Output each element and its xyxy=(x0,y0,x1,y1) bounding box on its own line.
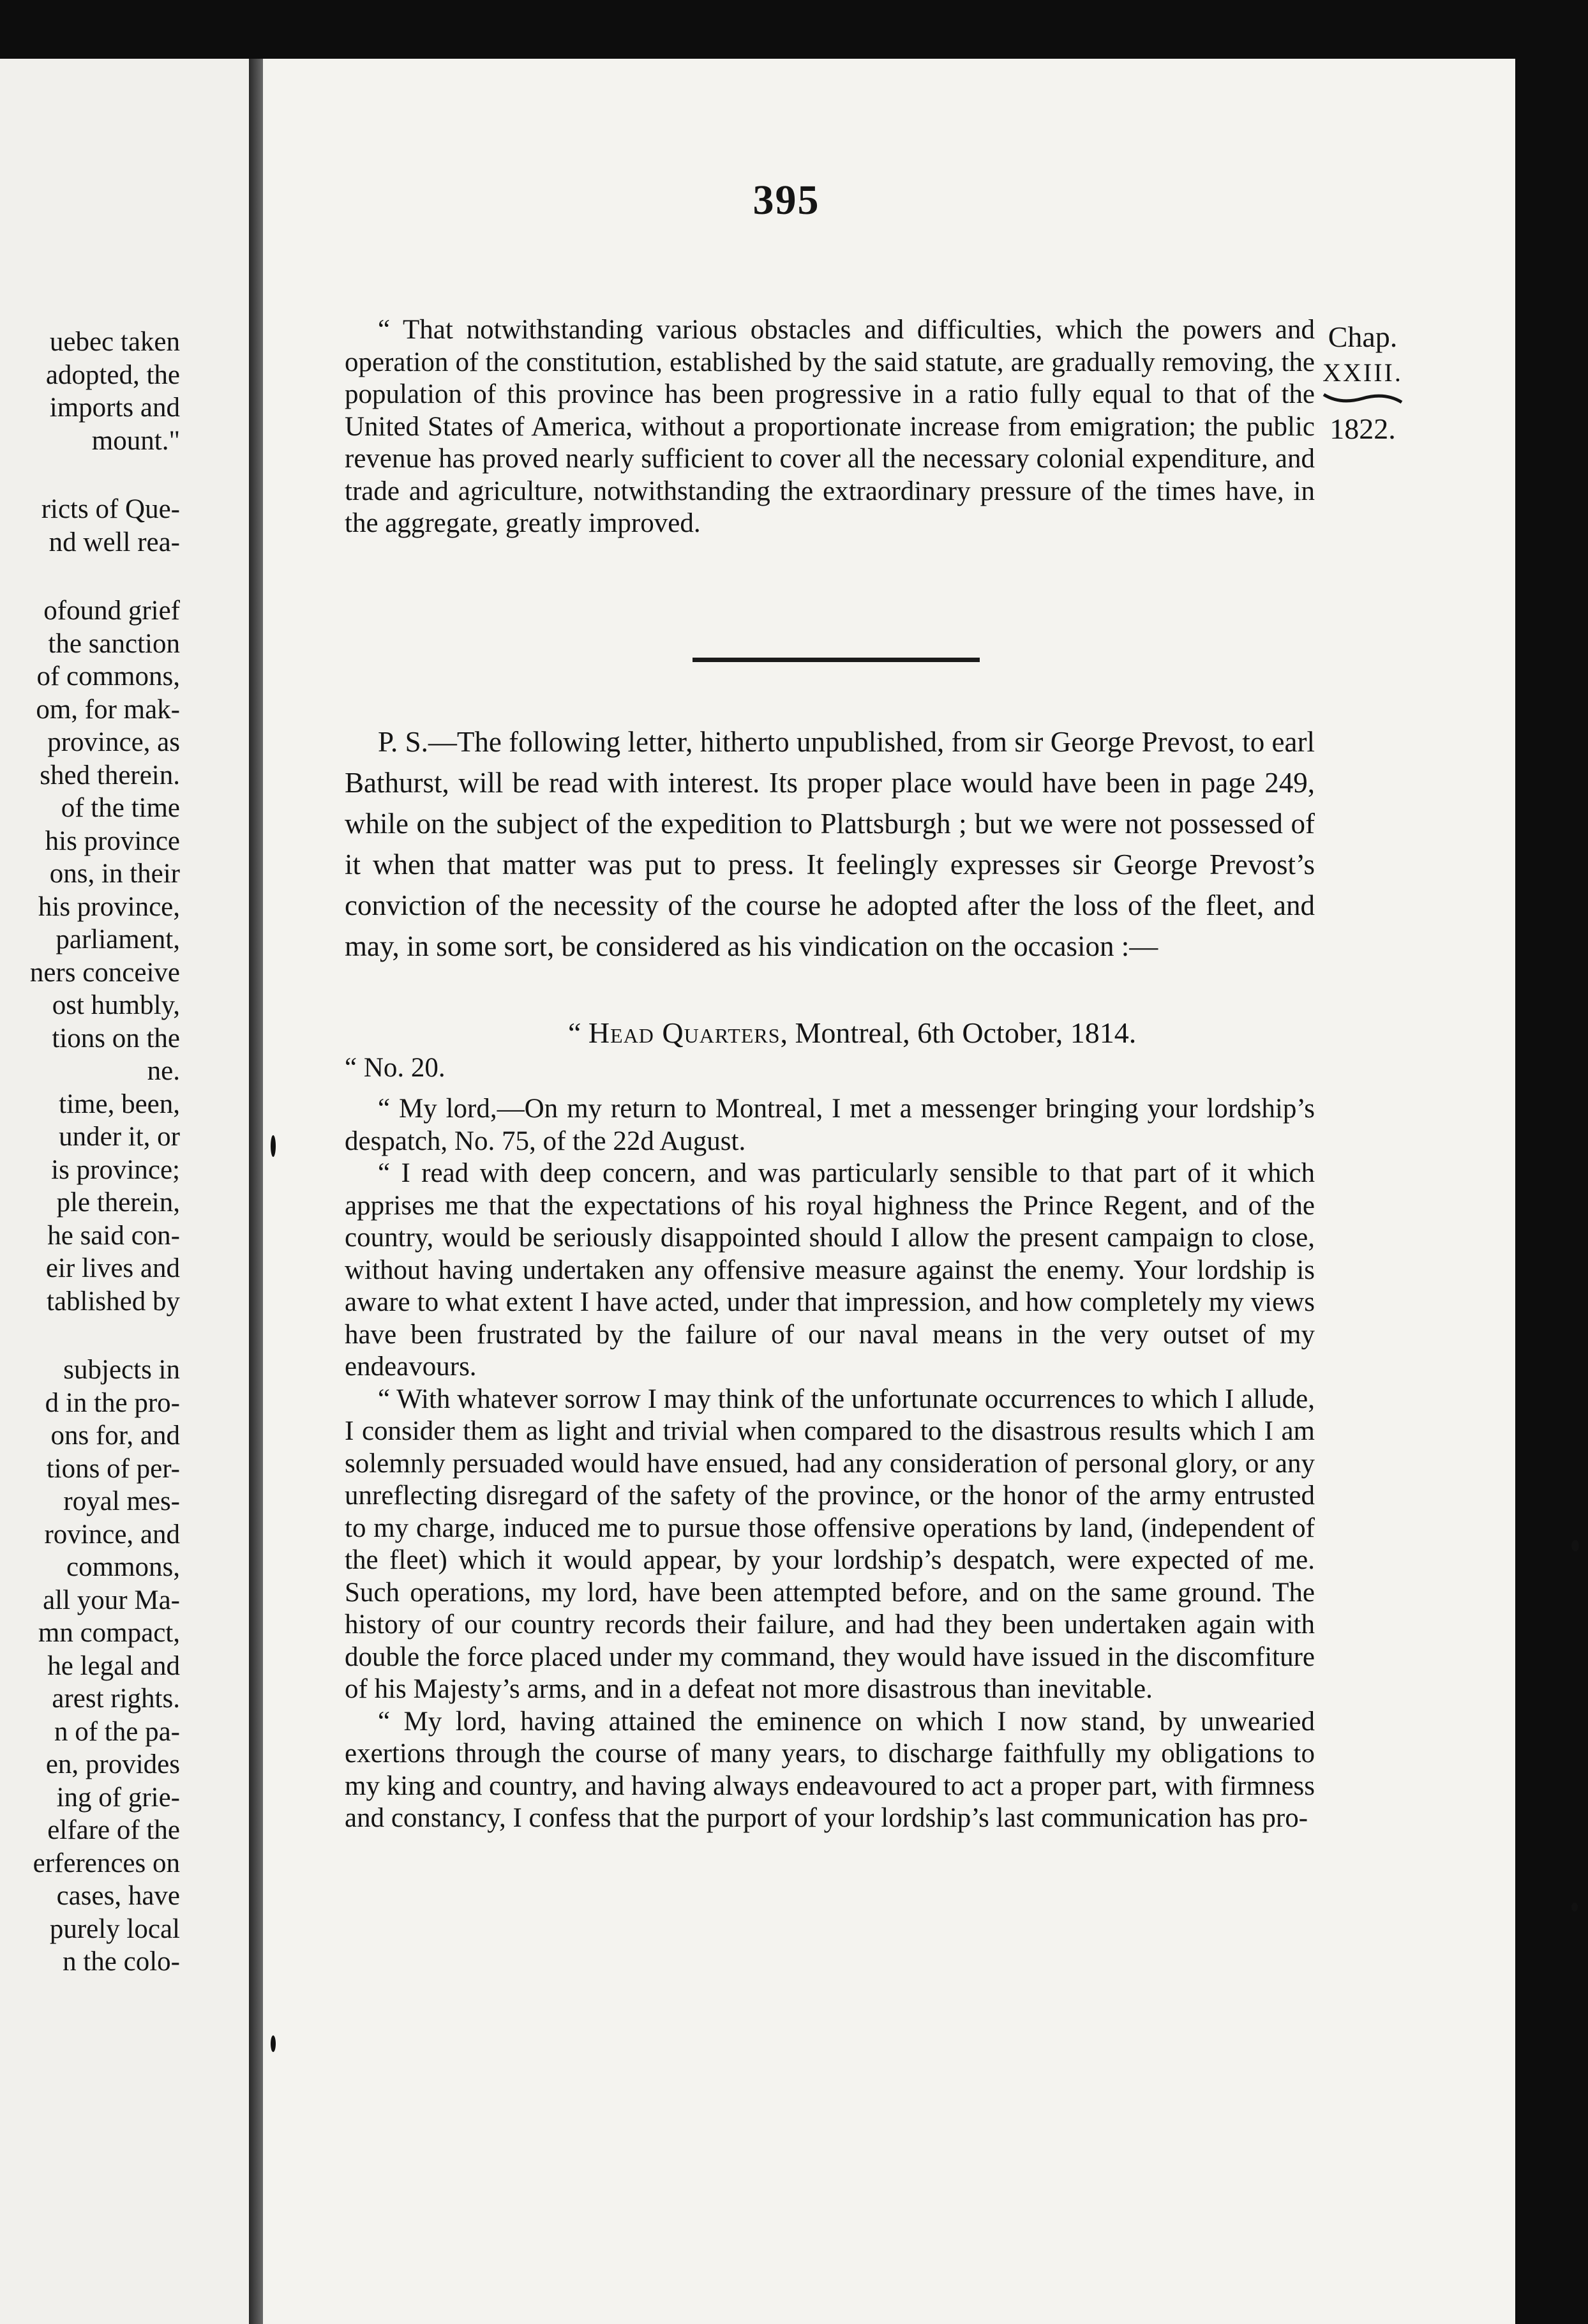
book-gutter xyxy=(249,59,263,2324)
left-page-line: purely local xyxy=(49,1913,180,1944)
left-page-line: rovince, and xyxy=(44,1519,180,1550)
left-page-line: ons for, and xyxy=(50,1421,180,1451)
left-page-line: is province; xyxy=(51,1154,180,1185)
left-page-line: ons, in their xyxy=(49,859,180,889)
left-page-line: n of the pa- xyxy=(54,1716,180,1747)
brace-icon xyxy=(1321,391,1404,406)
left-page-line: under it, or xyxy=(59,1122,180,1152)
left-page-line: om, for mak- xyxy=(36,694,180,725)
left-page-line: ricts of Que- xyxy=(41,494,180,524)
left-page-line: d in the pro- xyxy=(45,1387,180,1418)
left-text-group-1 xyxy=(0,326,180,457)
left-page-line: of the time xyxy=(61,793,180,823)
left-page-text xyxy=(0,326,180,1979)
left-text-group-4 xyxy=(0,1354,180,1979)
left-page-line: ing of grie- xyxy=(56,1782,180,1813)
left-page-line: commons, xyxy=(66,1552,180,1582)
left-page-line: the sanction xyxy=(48,628,180,659)
scan-speck xyxy=(1571,1903,1578,1912)
margin-chapter-label: Chap. xyxy=(1328,321,1398,353)
left-page-line: parliament, xyxy=(56,924,180,954)
paragraph-gap xyxy=(0,1318,180,1354)
letter-dateline xyxy=(568,1015,1321,1051)
left-page-line: royal mes- xyxy=(63,1486,180,1516)
left-page-line: tions of per- xyxy=(46,1453,180,1484)
left-page-line: tions on the xyxy=(52,1023,180,1053)
margin-year: 1822. xyxy=(1330,412,1396,445)
paragraph-gap xyxy=(0,559,180,594)
left-text-group-3 xyxy=(0,594,180,1318)
margin-note xyxy=(1315,319,1411,447)
left-page-line: mount." xyxy=(91,425,180,456)
dateline-heading: Head Quarters xyxy=(588,1016,781,1049)
left-page-line: en, provides xyxy=(45,1749,180,1779)
left-text-group-2 xyxy=(0,493,180,559)
scan-speck xyxy=(271,2035,276,2052)
letter-paragraph: “ I read with deep concern, and was particularly sensible to that part of it which apprises me that the expectations of his royal highness the Prince Regent, and of the country, would be seriously disappointed should I allow the present campaign to close, without having undertaken any offensive measure against the enemy. Your lordship is aware to what extent I have acted, under that impression, and how completely my views have been frustrated by the failure of our naval means in the very outset of my endeavours. xyxy=(345,1158,1315,1382)
margin-chapter-number: XXIII. xyxy=(1322,358,1403,387)
left-page-line: nd well rea- xyxy=(49,527,180,557)
left-page-line: province, as xyxy=(47,727,180,757)
left-page-line: ofound grief xyxy=(43,596,180,626)
left-page-line: eir lives and xyxy=(45,1253,180,1283)
page-number: 395 xyxy=(753,177,820,223)
dateline-place-date: , Montreal, 6th October, 1814. xyxy=(780,1016,1137,1049)
paragraph-gap xyxy=(0,457,180,493)
left-page-line: of commons, xyxy=(36,661,180,691)
left-page-line: his province xyxy=(45,826,180,856)
opening-quote-text: “ That notwithstanding various obstacles and difficulties, which the powers and operation of the constitution, established by the said statute, are gradually removing, the population of this province has been progressive in a ratio fully equal to that of the United States of America, without a proportionate increase from emigration; the public revenue has proved nearly sufficient to cover all the necessary colonial expenditure, and trade and agriculture, notwithstanding the extraordinary pressure of the times have, in the aggregate, greatly improved. xyxy=(345,315,1315,538)
left-page-line: time, been, xyxy=(59,1089,180,1119)
left-page-fragment xyxy=(0,59,249,2324)
left-page-line: ne. xyxy=(147,1056,180,1086)
dateline-quote-mark: “ xyxy=(568,1016,588,1049)
left-page-line: erferences on xyxy=(33,1848,180,1878)
left-page-line: ost humbly, xyxy=(52,990,180,1020)
left-page-line: all your Ma- xyxy=(43,1585,180,1615)
left-page-line: mn compact, xyxy=(38,1618,180,1648)
left-page-line: he said con- xyxy=(47,1220,180,1251)
left-page-line: he legal and xyxy=(47,1650,180,1681)
left-page-line: his province, xyxy=(38,891,180,922)
letter-paragraph: “ My lord,—On my return to Montreal, I met a messenger bringing your lordship’s despatch, No. 75, of the 22d August. xyxy=(345,1094,1315,1156)
left-page-line: n the colo- xyxy=(63,1947,180,1977)
left-page-line: arest rights. xyxy=(52,1684,180,1714)
letter-body xyxy=(345,1093,1315,1835)
left-page-line: imports and xyxy=(49,393,180,423)
letter-number: “ No. 20. xyxy=(345,1053,446,1083)
left-page-line: subjects in xyxy=(63,1355,180,1385)
opening-quotation xyxy=(345,314,1315,540)
left-page-line: elfare of the xyxy=(47,1815,180,1845)
left-page-line: adopted, the xyxy=(45,359,180,390)
left-page-line: uebec taken xyxy=(49,327,180,357)
letter-paragraph: “ With whatever sorrow I may think of the unfortunate occurrences to which I allude, I consider them as light and trivial when compared to the disastrous results which I am solemnly persuaded would have ensued, had any consideration of personal glory, or any unreflecting disregard of the safety of the province, or the honor of the army entrusted to my charge, induced me to pursue those offensive operations by land, (independent of the fleet) which it would appear, by your lordship’s despatch, were expected of me. Such operations, my lord, have been attempted before, and on the same ground. The history of our country records their failure, and had they been undertaken again with double the force placed under my command, they would have issued in the discomfiture of his Majesty’s arms, and in a defeat not more disastrous than inevitable. xyxy=(345,1384,1315,1704)
letter-paragraph: “ My lord, having attained the eminence on which I now stand, by unwearied exertions through the course of many years, to discharge faithfully my obligations to my king and country, and having always endeavoured to act a proper part, with firmness and constancy, I confess that the purport of your lordship’s last communication has pro- xyxy=(345,1706,1315,1833)
scan-speck xyxy=(271,1135,276,1157)
section-divider xyxy=(693,658,980,662)
left-page-line: ners conceive xyxy=(29,957,180,988)
scan-speck xyxy=(1571,1540,1579,1551)
left-page-line: cases, have xyxy=(56,1881,180,1911)
left-page-line: ple therein, xyxy=(56,1188,180,1218)
postscript-text: P. S.—The following letter, hitherto unpublished, from sir George Prevost, to earl Bathurst, will be read with interest. Its proper place would have been in page 249, while on the subject of the expedition to Plattsburgh ; but we were not possessed of it when that matter was put to press. It feelingly expresses sir George Prevost’s conviction of the necessity of the course he adopted after the loss of the fleet, and may, in some sort, be considered as his vindication on the occasion :— xyxy=(345,726,1315,962)
left-page-line: tablished by xyxy=(47,1286,180,1317)
postscript xyxy=(345,721,1315,967)
left-page-line: shed therein. xyxy=(40,760,180,790)
